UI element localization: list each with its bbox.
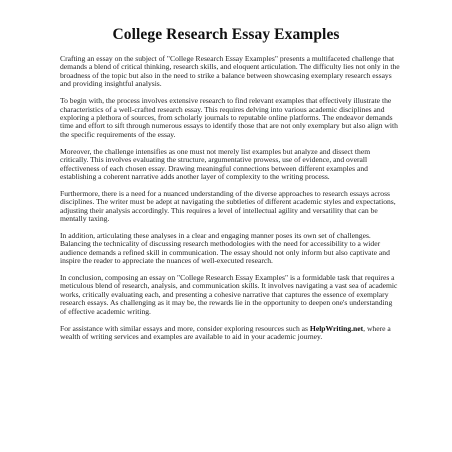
paragraph-research-process: To begin with, the process involves extensive research to find relevant examples that effectively illustrate the characteristics of a well-crafted research essay. This requires delving into various academic disciplines and exploring a plethora of sources, from scholarly journals to reputable online platforms. The endeavor demands time and effort to sift through numerous essays to identify those that are not only exemplary but also align with the specific requirements of the essay. [60, 96, 398, 139]
paragraph-articulation: In addition, articulating these analyses in a clear and engaging manner poses its own set of challenges. Balancing the technicality of discussing research methodologies with the need for accessibility to a wider audience demands a refined skill in communication. The essay should not only inform but also captivate and inspire the reader to appreciate the nuances of well-executed research. [60, 230, 390, 266]
paragraph-closing [60, 325, 400, 342]
helpwriting-link[interactable]: HelpWriting.net [309, 323, 364, 333]
paragraph-disciplines: Furthermore, there is a need for a nuanced understanding of the diverse approaches to research essays across disciplines. The writer must be adept at navigating the subtleties of different academic styles and expectations, adjusting their analysis accordingly. This requires a level of intellectual agility and versatility that can be mentally taxing. [60, 188, 396, 224]
paragraph-conclusion: In conclusion, composing an essay on "College Research Essay Examples" is a formidable task that requires a meticulous blend of research, analysis, and communication skills. It involves navigating a vast sea of academic works, critically evaluating each, and presenting a cohesive narrative that captures the essence of exemplary research essays. As challenging as it may be, the rewards lie in the opportunity to deepen one's understanding of effective academic writing. [60, 273, 398, 316]
document-title: College Research Essay Examples [112, 26, 340, 43]
paragraph-intro: Crafting an essay on the subject of "College Research Essay Examples" presents a multifaceted challenge that demands a blend of critical thinking, research skills, and eloquent articulation. The difficulty lies not only in the broadness of the topic but also in the need to strike a balance between showcasing exemplary research essays and providing insightful analysis. [60, 54, 400, 89]
closing-lead-text: For assistance with similar essays and more, consider exploring resources such as [60, 323, 309, 333]
paragraph-analysis-challenge: Moreover, the challenge intensifies as one must not merely list examples but analyze and dissect them critically. This involves evaluating the structure, argumentative prowess, use of evidence, and overall effectiveness of each chosen essay. Drawing meaningful connections between different examples and establishing a coherent narrative adds another layer of complexity to the writing process. [60, 146, 371, 182]
closing-tail-text: , where a wealth of writing services and examples are available to aid in your academic journey. [60, 323, 391, 342]
document-body [60, 55, 400, 350]
